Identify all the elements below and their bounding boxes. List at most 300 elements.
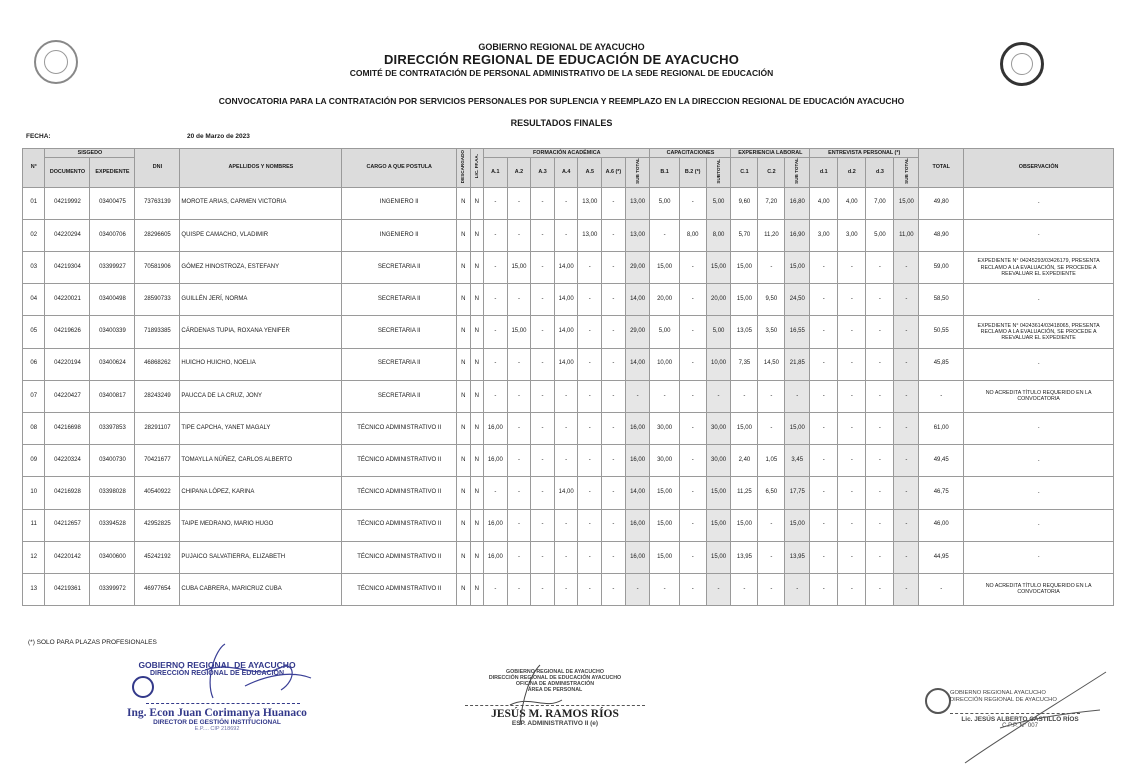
cell-desc: N xyxy=(457,252,470,284)
cell-a2: - xyxy=(507,380,531,412)
cell-b1: - xyxy=(650,219,679,251)
cell-sa: 16,00 xyxy=(625,412,650,444)
col-d1: d.1 xyxy=(810,158,838,188)
cell-cargo: TÉCNICO ADMINISTRATIVO II xyxy=(342,445,457,477)
cell-exp: 03397853 xyxy=(90,412,135,444)
cell-sa: 16,00 xyxy=(625,445,650,477)
table-row xyxy=(23,284,1114,316)
cell-a3: - xyxy=(531,445,555,477)
cell-dni: 45242192 xyxy=(135,541,180,573)
cell-cargo: INGENIERO II xyxy=(342,219,457,251)
cell-desc: N xyxy=(457,573,470,605)
cell-a6: - xyxy=(602,316,626,348)
col-b1: B.1 xyxy=(650,158,679,188)
cell-d3: - xyxy=(866,412,894,444)
cell-lic: N xyxy=(470,541,483,573)
cell-a4: 14,00 xyxy=(554,316,578,348)
group-entrevista: ENTREVISTA PERSONAL (*) xyxy=(810,149,919,158)
cell-sc: 24,50 xyxy=(785,284,810,316)
cell-exp: 03400624 xyxy=(90,348,135,380)
cell-d3: - xyxy=(866,477,894,509)
cell-a2: - xyxy=(507,284,531,316)
cell-desc: N xyxy=(457,316,470,348)
cell-a4: - xyxy=(554,509,578,541)
cell-d3: - xyxy=(866,509,894,541)
cell-d2: - xyxy=(838,348,866,380)
cell-obs: - xyxy=(964,412,1114,444)
cell-a6: - xyxy=(602,348,626,380)
cell-doc: 04220427 xyxy=(45,380,90,412)
cell-lic: N xyxy=(470,573,483,605)
cell-sc: 16,55 xyxy=(785,316,810,348)
cell-sd: - xyxy=(894,573,919,605)
cell-sb: 30,00 xyxy=(706,445,731,477)
cell-cargo: SECRETARIA II xyxy=(342,380,457,412)
cell-sa: 14,00 xyxy=(625,348,650,380)
group-formacion: FORMACIÓN ACADÉMICA xyxy=(484,149,650,158)
cell-desc: N xyxy=(457,412,470,444)
cell-sc: 16,90 xyxy=(785,219,810,251)
table-row xyxy=(23,445,1114,477)
cell-c2: 3,50 xyxy=(758,316,785,348)
cell-a5: 13,00 xyxy=(578,219,602,251)
cell-sa: 16,00 xyxy=(625,509,650,541)
cell-desc: N xyxy=(457,477,470,509)
cell-n: 11 xyxy=(23,509,45,541)
cell-a1: - xyxy=(484,477,508,509)
cell-b2: - xyxy=(679,445,706,477)
sig1-org1: GOBIERNO REGIONAL DE AYACUCHO xyxy=(138,660,296,670)
table-row xyxy=(23,219,1114,251)
cell-lic: N xyxy=(470,348,483,380)
cell-dni: 42952825 xyxy=(135,509,180,541)
col-a4: A.4 xyxy=(554,158,578,188)
cell-b1: 15,00 xyxy=(650,509,679,541)
cell-obs: EXPEDIENTE N° 04243614/03418065, PRESENTA RECLAMO A LA EVALUACIÓN, SE PROCEDE A REEVALUAR EL EXPEDIENTE xyxy=(964,316,1114,348)
cell-a1: 16,00 xyxy=(484,509,508,541)
cell-a2: - xyxy=(507,187,531,219)
cell-sa: 29,00 xyxy=(625,252,650,284)
cell-obs: - xyxy=(964,348,1114,380)
cell-d3: - xyxy=(866,252,894,284)
cell-d2: 3,00 xyxy=(838,219,866,251)
sig2-org1: GOBIERNO REGIONAL DE AYACUCHO xyxy=(506,669,604,675)
cell-obs: - xyxy=(964,477,1114,509)
cell-c2: - xyxy=(758,380,785,412)
cell-d3: - xyxy=(866,445,894,477)
cell-a3: - xyxy=(531,348,555,380)
cell-sa: 13,00 xyxy=(625,219,650,251)
cell-c2: 6,50 xyxy=(758,477,785,509)
cell-c2: - xyxy=(758,252,785,284)
cell-dni: 28243249 xyxy=(135,380,180,412)
cell-sd: - xyxy=(894,284,919,316)
cell-a5: - xyxy=(578,573,602,605)
cell-c2: - xyxy=(758,412,785,444)
cell-dni: 28296605 xyxy=(135,219,180,251)
cell-desc: N xyxy=(457,284,470,316)
convocatoria-title: CONVOCATORIA PARA LA CONTRATACIÓN POR SERVICIOS PERSONALES POR SUPLENCIA Y REEMPLAZO EN LA DIRECCION REGIONAL DE EDUCACIÓN AYACUCHO xyxy=(218,96,905,106)
cell-name: GÓMEZ HINOSTROZA, ESTEFANY xyxy=(180,252,342,284)
sig2-name: JESÚS M. RAMOS RÍOS xyxy=(491,708,619,721)
cell-c1: 7,35 xyxy=(731,348,758,380)
cell-a1: 16,00 xyxy=(484,541,508,573)
cell-desc: N xyxy=(457,348,470,380)
cell-c2: 7,20 xyxy=(758,187,785,219)
cell-c1: - xyxy=(731,380,758,412)
cell-n: 10 xyxy=(23,477,45,509)
col-lic: LIC. FF.AA. xyxy=(470,149,483,188)
cell-a6: - xyxy=(602,412,626,444)
table-row xyxy=(23,380,1114,412)
cell-sc: 16,80 xyxy=(785,187,810,219)
cell-a3: - xyxy=(531,477,555,509)
cell-d3: - xyxy=(866,380,894,412)
cell-total: 46,75 xyxy=(919,477,964,509)
table-row xyxy=(23,348,1114,380)
cell-d3: - xyxy=(866,541,894,573)
cell-doc: 04220142 xyxy=(45,541,90,573)
col-subtotal-c: SUB TOTAL xyxy=(785,158,810,188)
cell-exp: 03394528 xyxy=(90,509,135,541)
cell-exp: 03398028 xyxy=(90,477,135,509)
results-table xyxy=(22,148,1114,606)
cell-cargo: TÉCNICO ADMINISTRATIVO II xyxy=(342,412,457,444)
cell-a5: - xyxy=(578,284,602,316)
cell-c2: 1,05 xyxy=(758,445,785,477)
cell-name: GUILLÉN JERÍ, NORMA xyxy=(180,284,342,316)
cell-c1: 15,00 xyxy=(731,284,758,316)
table-row xyxy=(23,477,1114,509)
cell-a1: - xyxy=(484,252,508,284)
cell-d1: 4,00 xyxy=(810,187,838,219)
cell-a4: - xyxy=(554,187,578,219)
cell-doc: 04220294 xyxy=(45,219,90,251)
sig2-org4: ÁREA DE PERSONAL xyxy=(527,687,583,694)
cell-obs: NO ACREDITA TÍTULO REQUERIDO EN LA CONVOCATORIA xyxy=(964,573,1114,605)
cell-a6: - xyxy=(602,573,626,605)
cell-sb: 15,00 xyxy=(706,509,731,541)
cell-d1: - xyxy=(810,477,838,509)
cell-sb: 8,00 xyxy=(706,219,731,251)
cell-a2: - xyxy=(507,477,531,509)
cell-total: 59,00 xyxy=(919,252,964,284)
cell-a3: - xyxy=(531,187,555,219)
cell-exp: 03400600 xyxy=(90,541,135,573)
cell-sd: - xyxy=(894,380,919,412)
cell-lic: N xyxy=(470,509,483,541)
cell-d2: - xyxy=(838,316,866,348)
cell-a2: - xyxy=(507,219,531,251)
cell-sb: 10,00 xyxy=(706,348,731,380)
cell-name: TAIPE MEDRANO, MARIO HUGO xyxy=(180,509,342,541)
cell-a3: - xyxy=(531,412,555,444)
cell-total: 61,00 xyxy=(919,412,964,444)
cell-dni: 46868262 xyxy=(135,348,180,380)
cell-sd: - xyxy=(894,412,919,444)
cell-c1: 13,05 xyxy=(731,316,758,348)
cell-d3: - xyxy=(866,573,894,605)
cell-lic: N xyxy=(470,284,483,316)
cell-a4: - xyxy=(554,380,578,412)
cell-n: 01 xyxy=(23,187,45,219)
cell-a3: - xyxy=(531,219,555,251)
cell-d2: - xyxy=(838,252,866,284)
cell-a3: - xyxy=(531,509,555,541)
cell-cargo: SECRETARIA II xyxy=(342,252,457,284)
cell-obs: EXPEDIENTE N° 04245293/03426179, PRESENTA RECLAMO A LA EVALUACIÓN, SE PROCEDE A REEVALUAR EL EXPEDIENTE xyxy=(964,252,1114,284)
cell-obs: - xyxy=(964,541,1114,573)
cell-sa: 14,00 xyxy=(625,284,650,316)
cell-d3: - xyxy=(866,348,894,380)
cell-a6: - xyxy=(602,252,626,284)
cell-b1: 15,00 xyxy=(650,477,679,509)
cell-sd: - xyxy=(894,477,919,509)
cell-d2: - xyxy=(838,477,866,509)
col-a6: A.6 (*) xyxy=(602,158,626,188)
col-d2: d.2 xyxy=(838,158,866,188)
cell-sb: - xyxy=(706,573,731,605)
cell-c1: 2,40 xyxy=(731,445,758,477)
cell-d1: - xyxy=(810,348,838,380)
group-capacitaciones: CAPACITACIONES xyxy=(650,149,731,158)
cell-c1: 11,25 xyxy=(731,477,758,509)
cell-cargo: TÉCNICO ADMINISTRATIVO II xyxy=(342,477,457,509)
handwritten-signature-3 xyxy=(960,668,1110,768)
cell-lic: N xyxy=(470,412,483,444)
cell-obs: - xyxy=(964,509,1114,541)
cell-a4: 14,00 xyxy=(554,252,578,284)
cell-name: PUJAICO SALVATIERRA, ELIZABETH xyxy=(180,541,342,573)
cell-a3: - xyxy=(531,252,555,284)
cell-obs: - xyxy=(964,284,1114,316)
cell-d2: - xyxy=(838,541,866,573)
cell-total: 49,80 xyxy=(919,187,964,219)
cell-n: 08 xyxy=(23,412,45,444)
cell-sc: 15,00 xyxy=(785,252,810,284)
sig1-position: DIRECTOR DE GESTIÓN INSTITUCIONAL xyxy=(153,719,281,726)
cell-sb: 15,00 xyxy=(706,252,731,284)
cell-sb: 15,00 xyxy=(706,477,731,509)
cell-b1: - xyxy=(650,573,679,605)
cell-exp: 03400817 xyxy=(90,380,135,412)
cell-n: 03 xyxy=(23,252,45,284)
cell-obs: - xyxy=(964,445,1114,477)
col-subtotal-b: SUBTOTAL xyxy=(706,158,731,188)
cell-dni: 71893385 xyxy=(135,316,180,348)
cell-d1: - xyxy=(810,316,838,348)
cell-name: HUICHO HUICHO, NOELIA xyxy=(180,348,342,380)
cell-c1: 9,60 xyxy=(731,187,758,219)
cell-b1: 10,00 xyxy=(650,348,679,380)
cell-n: 06 xyxy=(23,348,45,380)
cell-c1: 15,00 xyxy=(731,412,758,444)
cell-n: 13 xyxy=(23,573,45,605)
cell-a6: - xyxy=(602,445,626,477)
cell-a1: 16,00 xyxy=(484,445,508,477)
cell-d1: - xyxy=(810,445,838,477)
cell-cargo: TÉCNICO ADMINISTRATIVO II xyxy=(342,509,457,541)
cell-name: CUBA CABRERA, MARICRUZ CUBA xyxy=(180,573,342,605)
cell-desc: N xyxy=(457,187,470,219)
cell-cargo: SECRETARIA II xyxy=(342,284,457,316)
cell-sd: - xyxy=(894,541,919,573)
cell-a1: - xyxy=(484,219,508,251)
cell-doc: 04216698 xyxy=(45,412,90,444)
cell-a1: - xyxy=(484,380,508,412)
cell-total: 49,45 xyxy=(919,445,964,477)
cell-a1: - xyxy=(484,284,508,316)
cell-exp: 03400730 xyxy=(90,445,135,477)
cell-desc: N xyxy=(457,509,470,541)
cell-exp: 03399972 xyxy=(90,573,135,605)
cell-a4: 14,00 xyxy=(554,348,578,380)
cell-cargo: SECRETARIA II xyxy=(342,348,457,380)
col-expediente: EXPEDIENTE xyxy=(90,158,135,188)
cell-doc: 04212657 xyxy=(45,509,90,541)
cell-sc: 15,00 xyxy=(785,509,810,541)
cell-sb: 15,00 xyxy=(706,541,731,573)
cell-b2: - xyxy=(679,284,706,316)
cell-dni: 46977654 xyxy=(135,573,180,605)
cell-dni: 70581906 xyxy=(135,252,180,284)
cell-exp: 03400498 xyxy=(90,284,135,316)
cell-b2: - xyxy=(679,509,706,541)
cell-sb: 30,00 xyxy=(706,412,731,444)
sig1-reg: E.P.... CIP 218692 xyxy=(194,726,240,732)
cell-sa: 13,00 xyxy=(625,187,650,219)
cell-dni: 70421677 xyxy=(135,445,180,477)
cell-a6: - xyxy=(602,219,626,251)
cell-b1: 15,00 xyxy=(650,541,679,573)
cell-a5: - xyxy=(578,380,602,412)
cell-a2: - xyxy=(507,573,531,605)
col-subtotal-d: SUB TOTAL xyxy=(894,158,919,188)
cell-d2: - xyxy=(838,445,866,477)
cell-total: - xyxy=(919,380,964,412)
cell-d2: - xyxy=(838,573,866,605)
sig2-position: ESP. ADMINISTRATIVO II (e) xyxy=(511,720,599,728)
col-a1: A.1 xyxy=(484,158,508,188)
cell-sd: 15,00 xyxy=(894,187,919,219)
cell-a6: - xyxy=(602,509,626,541)
cell-a2: 15,00 xyxy=(507,252,531,284)
cell-b1: 5,00 xyxy=(650,187,679,219)
cell-b2: - xyxy=(679,187,706,219)
cell-b2: - xyxy=(679,380,706,412)
cell-d3: - xyxy=(866,316,894,348)
cell-d2: - xyxy=(838,412,866,444)
cell-exp: 03400706 xyxy=(90,219,135,251)
cell-doc: 04220324 xyxy=(45,445,90,477)
cell-dni: 40540922 xyxy=(135,477,180,509)
cell-sd: - xyxy=(894,445,919,477)
group-sisgedo: SISGEDO xyxy=(45,149,135,158)
cell-d1: 3,00 xyxy=(810,219,838,251)
cell-sb: 5,00 xyxy=(706,316,731,348)
cell-a4: - xyxy=(554,412,578,444)
cell-a3: - xyxy=(531,316,555,348)
cell-desc: N xyxy=(457,445,470,477)
cell-c1: 13,95 xyxy=(731,541,758,573)
cell-total: 48,90 xyxy=(919,219,964,251)
cell-lic: N xyxy=(470,445,483,477)
cell-a4: 14,00 xyxy=(554,477,578,509)
cell-cargo: SECRETARIA II xyxy=(342,316,457,348)
cell-a6: - xyxy=(602,187,626,219)
cell-total: 58,50 xyxy=(919,284,964,316)
cell-c2: 11,20 xyxy=(758,219,785,251)
table-row xyxy=(23,187,1114,219)
cell-obs: - xyxy=(964,219,1114,251)
sig3-org1: GOBIERNO REGIONAL AYACUCHO xyxy=(950,690,1046,696)
cell-exp: 03400475 xyxy=(90,187,135,219)
cell-total: - xyxy=(919,573,964,605)
cell-doc: 04216928 xyxy=(45,477,90,509)
cell-cargo: TÉCNICO ADMINISTRATIVO II xyxy=(342,541,457,573)
col-d3: d.3 xyxy=(866,158,894,188)
col-a3: A.3 xyxy=(531,158,555,188)
cell-sb: - xyxy=(706,380,731,412)
sig3-name: Lic. JESÚS ALBERTO CASTILLO RÍOS xyxy=(961,716,1079,724)
cell-d1: - xyxy=(810,573,838,605)
cell-sc: 3,45 xyxy=(785,445,810,477)
cell-b1: 30,00 xyxy=(650,412,679,444)
cell-b1: 30,00 xyxy=(650,445,679,477)
cell-c1: - xyxy=(731,573,758,605)
cell-b1: 5,00 xyxy=(650,316,679,348)
header-comite: COMITÉ DE CONTRATACIÓN DE PERSONAL ADMINISTRATIVO DE LA SEDE REGIONAL DE EDUCACIÓN xyxy=(349,68,774,78)
cell-a3: - xyxy=(531,284,555,316)
cell-n: 04 xyxy=(23,284,45,316)
sig1-org2: DIRECCIÓN REGIONAL DE EDUCACIÓN xyxy=(149,670,285,677)
cell-a2: - xyxy=(507,509,531,541)
cell-sd: 11,00 xyxy=(894,219,919,251)
cell-total: 45,85 xyxy=(919,348,964,380)
seal-icon xyxy=(925,688,951,714)
cell-a1: - xyxy=(484,316,508,348)
cell-c2: - xyxy=(758,541,785,573)
cell-b1: 20,00 xyxy=(650,284,679,316)
cell-d2: - xyxy=(838,284,866,316)
cell-b2: - xyxy=(679,477,706,509)
cell-n: 02 xyxy=(23,219,45,251)
cell-exp: 03399927 xyxy=(90,252,135,284)
results-title: RESULTADOS FINALES xyxy=(510,118,613,128)
cell-a4: - xyxy=(554,445,578,477)
cell-doc: 04219304 xyxy=(45,252,90,284)
cell-sa: - xyxy=(625,573,650,605)
cell-a5: - xyxy=(578,477,602,509)
cell-d2: - xyxy=(838,509,866,541)
cell-a6: - xyxy=(602,380,626,412)
cell-name: PAUCCA DE LA CRUZ, JONY xyxy=(180,380,342,412)
sig1-name: Ing. Econ Juan Corimanya Huanaco xyxy=(127,707,307,719)
cell-a2: 15,00 xyxy=(507,316,531,348)
cell-a5: - xyxy=(578,509,602,541)
cell-d2: - xyxy=(838,380,866,412)
cell-total: 44,95 xyxy=(919,541,964,573)
cell-a4: - xyxy=(554,573,578,605)
cell-b2: - xyxy=(679,348,706,380)
handwritten-signature-1 xyxy=(185,640,315,700)
cell-sb: 5,00 xyxy=(706,187,731,219)
cell-sc: - xyxy=(785,380,810,412)
footnote: (*) SOLO PARA PLAZAS PROFESIONALES xyxy=(28,639,157,646)
col-observacion: OBSERVACIÓN xyxy=(964,149,1114,188)
cell-d3: 5,00 xyxy=(866,219,894,251)
cell-sa: - xyxy=(625,380,650,412)
